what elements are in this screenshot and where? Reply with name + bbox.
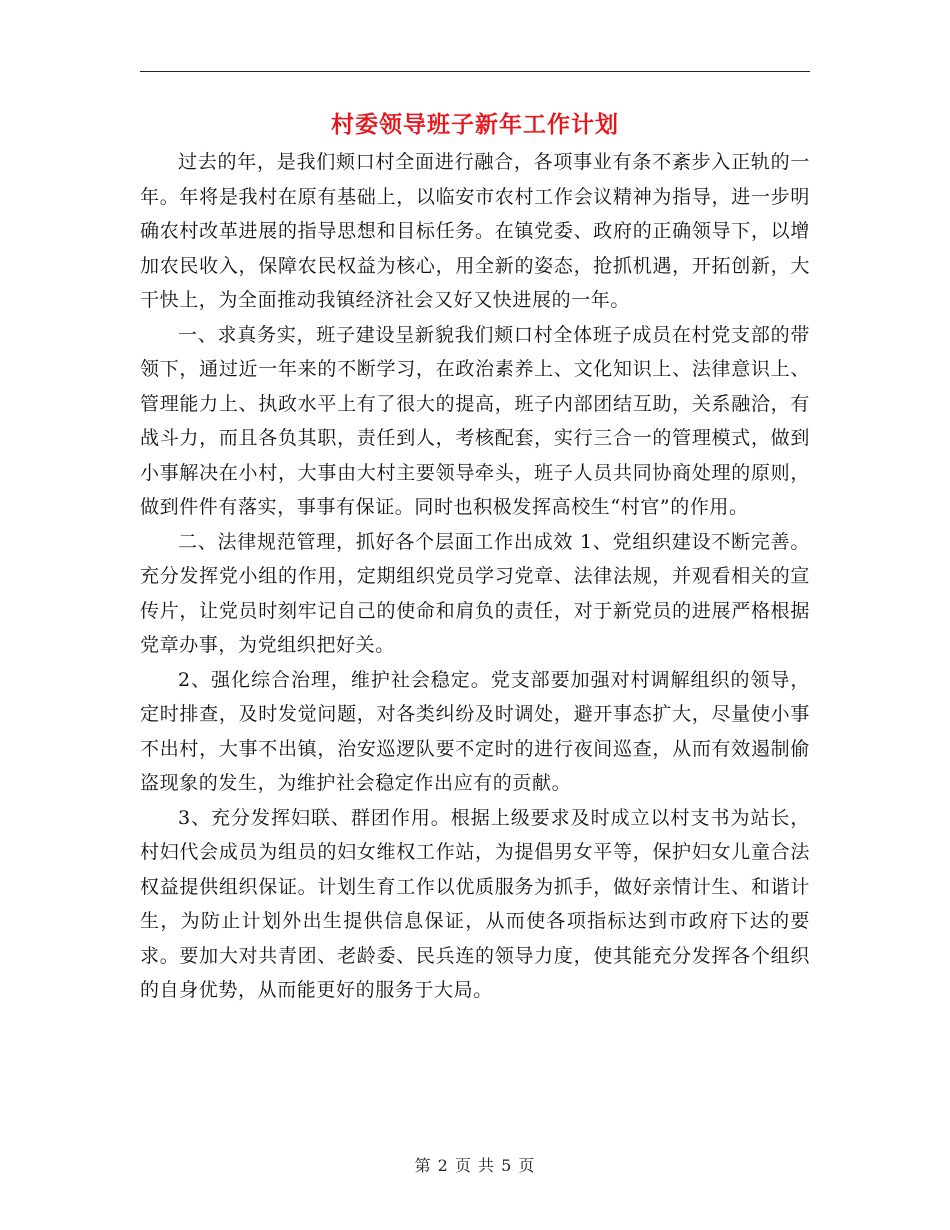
paragraph-intro: 过去的年，是我们颊口村全面进行融合，各项事业有条不紊步入正轨的一年。年将是我村在原有基础上，以临安市农村工作会议精神为指导，进一步明确农村改革进展的指导思想和目标任务。在镇党委、政府的正确领导下，以增加农民收入，保障农民权益为核心，用全新的姿态，抢抓机遇，开拓创新，大干快上，为全面推动我镇经济社会又好又快进展的一年。	[140, 151, 810, 311]
document-body	[140, 145, 810, 1008]
paragraph-item-three: 3、充分发挥妇联、群团作用。根据上级要求及时成立以村支书为站长，村妇代会成员为组员的妇女维权工作站，为提倡男女平等，保护妇女儿童合法权益提供组织保证。计划生育工作以优质服务为抓手，做好亲情计生、和谐计生，为防止计划外出生提供信息保证，从而使各项指标达到市政府下达的要求。要加大对共青团、老龄委、民兵连的领导力度，使其能充分发挥各个组织的自身优势，从而能更好的服务于大局。	[140, 806, 810, 1001]
paragraph-section-two: 二、法律规范管理，抓好各个层面工作出成效 1、党组织建设不断完善。充分发挥党小组的作用，定期组织党员学习党章、法律法规，并观看相关的宣传片，让党员时刻牢记自己的使命和肩负的责任，对于新党员的进展严格根据党章办事，为党组织把好关。	[140, 530, 810, 656]
document-title: 村委领导班子新年工作计划	[331, 111, 619, 138]
paragraph-section-one: 一、求真务实，班子建设呈新貌我们颊口村全体班子成员在村党支部的带领下，通过近一年来的不断学习，在政治素养上、文化知识上、法律意识上、管理能力上、执政水平上有了很大的提高，班子内部团结互助，关系融洽，有战斗力，而且各负其职，责任到人，考核配套，实行三合一的管理模式，做到小事解决在小村，大事由大村主要领导牵头，班子人员共同协商处理的原则，做到件件有落实，事事有保证。同时也积极发挥高校生“村官”的作用。	[140, 323, 810, 518]
paragraph-item-two: 2、强化综合治理，维护社会稳定。党支部要加强对村调解组织的领导，定时排查，及时发觉问题，对各类纠纷及时调处，避开事态扩大，尽量使小事不出村，大事不出镇，治安巡逻队要不定时的进行夜间巡查，从而有效遏制偷盗现象的发生，为维护社会稳定作出应有的贡献。	[140, 668, 810, 794]
header-rule	[140, 71, 810, 72]
page-number: 第 2 页 共 5 页	[414, 1156, 536, 1175]
